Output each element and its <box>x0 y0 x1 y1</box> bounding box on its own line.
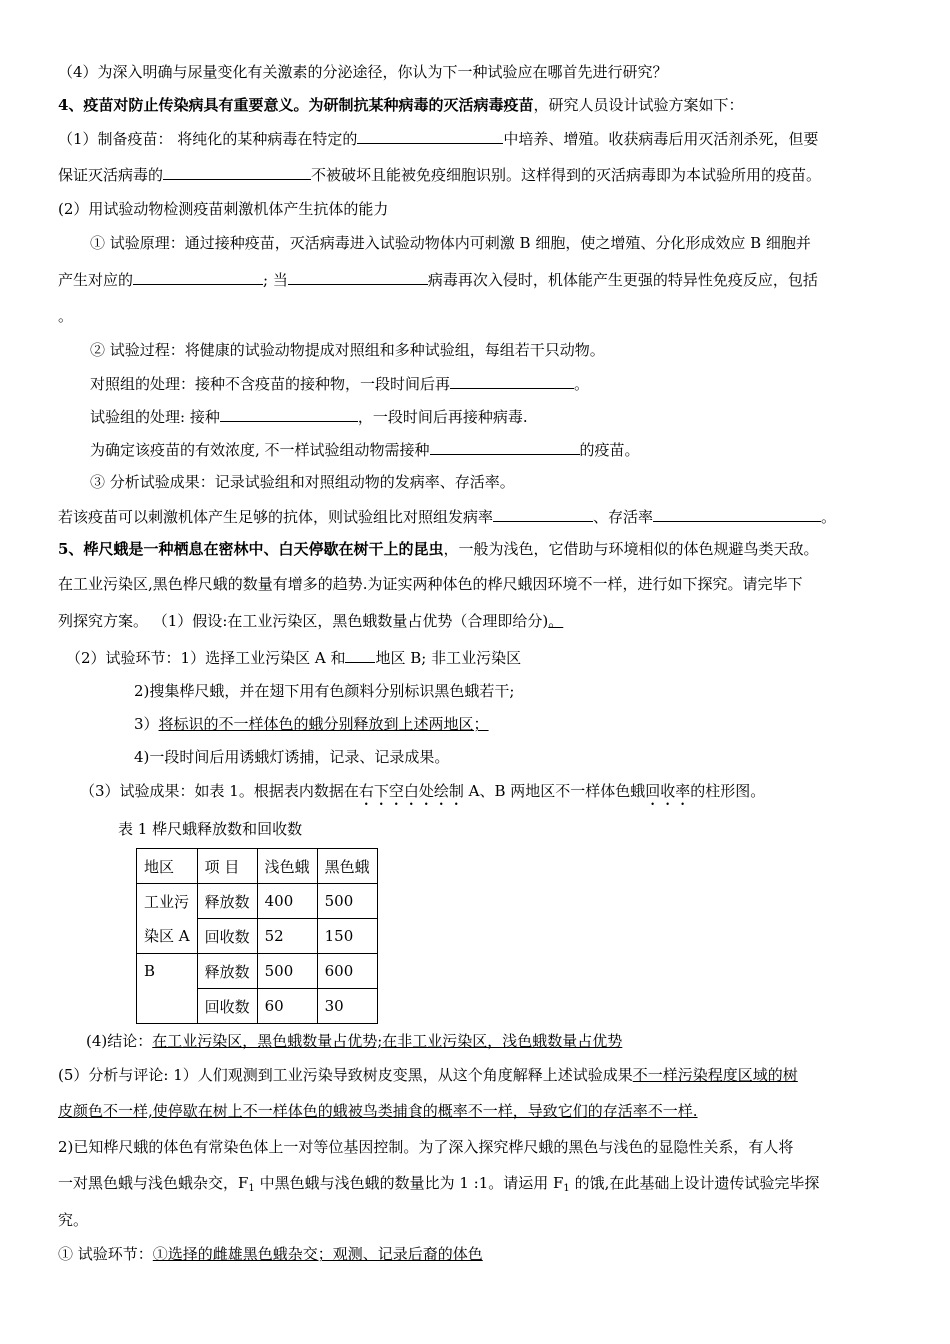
section-5-final-step: ① 试验环节：①选择的雌雄黑色蛾杂交；观测、记录后裔的体色 <box>58 1245 483 1263</box>
item-cell: 释放数 <box>197 954 257 989</box>
section-4-principle-line2: 产生对应的 ; 当 病毒再次入侵时，机体能产生更强的特异性免疫反应，包括 <box>58 271 818 289</box>
light-value-cell: 52 <box>257 919 317 954</box>
blank-culture-medium[interactable] <box>357 128 503 144</box>
section-5-genetics-line3: 究。 <box>58 1211 89 1229</box>
section-5-results: （3）试验成果：如表 1。根据表内数据在右下空白处绘制 A、B 两地区不一样体色蛾回收率的柱形图。 <box>80 782 766 800</box>
item-cell: 释放数 <box>197 884 257 919</box>
section-4-analysis: ③ 分析试验成果：记录试验组和对照组动物的发病率、存活率。 <box>90 473 515 491</box>
item-cell: 回收数 <box>197 989 257 1024</box>
section-4-prep-line2: 保证灭活病毒的 不被破坏且能被免疫细胞识别。这样得到的灭活病毒即为本试验所用的疫苗。 <box>58 166 822 184</box>
dark-value-cell: 150 <box>317 919 377 954</box>
blank-region-b[interactable] <box>345 647 375 663</box>
section-5-step-3: 3）将标识的不一样体色的蛾分别释放到上述两地区； <box>134 715 489 733</box>
table-header-row <box>137 849 378 884</box>
section-4-heading: 4、疫苗对防止传染病具有重要意义。为研制抗某种病毒的灭活病毒疫苗，研究人员设计试验方案如下： <box>58 96 744 114</box>
header-item: 项 目 <box>197 849 257 884</box>
blank-concentration[interactable] <box>430 439 580 455</box>
dark-value-cell: 500 <box>317 884 377 919</box>
section-4-concentration: 为确定该疫苗的有效浓度, 不一样试验组动物需接种 的疫苗。 <box>90 441 640 459</box>
dark-value-cell: 30 <box>317 989 377 1024</box>
light-value-cell: 500 <box>257 954 317 989</box>
section-4-experiment-group: 试验组的处理: 接种 ，一段时间后再接种病毒. <box>90 408 528 426</box>
table-row <box>137 884 378 919</box>
section-5-hypothesis: 列探究方案。 （1）假设:在工业污染区，黑色蛾数量占优势（合理即给分)。 <box>58 612 564 630</box>
header-light-moth: 浅色蛾 <box>257 849 317 884</box>
item-cell: 回收数 <box>197 919 257 954</box>
section-4-result: 若该疫苗可以刺激机体产生足够的抗体，则试验组比对照组发病率 、存活率 。 <box>58 508 837 526</box>
section-5-genetics-line1: 2)已知桦尺蛾的体色有常染色体上一对等位基因控制。为了深入探究桦尺蛾的黑色与浅色的显隐性关系，有人将 <box>58 1138 794 1156</box>
section-4-principle-line3: 。 <box>58 307 74 325</box>
light-value-cell: 400 <box>257 884 317 919</box>
section-5-genetics-line2: 一对黑色蛾与浅色蛾杂交，$F_1$ 中黑色蛾与浅色蛾的数量比为 1 :1。请运用 $F_1$ 的饿,在此基础上设计遗传试验完毕探 <box>58 1174 820 1194</box>
region-a-cell: 工业污 染区 A <box>137 884 198 954</box>
blank-survival[interactable] <box>653 506 821 522</box>
section-5-heading: 5、桦尺蛾是一种栖息在密林中、白天停歇在树干上的昆虫，一般为浅色，它借助与环境相似的体色规避鸟类天敌。 <box>58 540 819 558</box>
section-4-process: ② 试验过程：将健康的试验动物提成对照组和多种试验组，每组若干只动物。 <box>90 341 605 359</box>
section-5-step-4: 4)一段时间后用诱蛾灯诱捕，记录、记录成果。 <box>134 748 450 766</box>
blank-experiment-inoculum[interactable] <box>220 406 358 422</box>
blank-same-virus[interactable] <box>288 269 428 285</box>
section-5-analysis-line2: 皮颜色不一样,使停歇在树上不一样体色的蛾被鸟类捕食的概率不一样，导致它们的存活率不一样. <box>58 1102 698 1120</box>
table-row <box>137 954 378 989</box>
section-4-prep-line1: （1）制备疫苗： 将纯化的某种病毒在特定的 中培养、增殖。收获病毒后用灭活剂杀死，但要 <box>58 130 819 148</box>
table-caption: 表 1 桦尺蛾释放数和回收数 <box>118 820 303 838</box>
header-dark-moth: 黑色蛾 <box>317 849 377 884</box>
section-4-part2-title: (2）用试验动物检测疫苗刺激机体产生抗体的能力 <box>58 200 389 218</box>
section-4-principle-line1: ① 试验原理：通过接种疫苗，灭活病毒进入试验动物体内可刺激 B 细胞，使之增殖、分化形成效应 B 细胞并 <box>90 234 811 252</box>
section-5-step-2: 2)搜集桦尺蛾，并在翅下用有色颜料分别标识黑色蛾若干; <box>134 682 515 700</box>
dark-value-cell: 600 <box>317 954 377 989</box>
question-4-intro: （4）为深入明确与尿量变化有关激素的分泌途径，你认为下一种试验应在哪首先进行研究？ <box>58 63 668 81</box>
header-region: 地区 <box>137 849 198 884</box>
blank-virus-component[interactable] <box>163 164 311 180</box>
section-5-conclusion: (4)结论：在工业污染区，黑色蛾数量占优势;在非工业污染区，浅色蛾数量占优势 <box>86 1032 623 1050</box>
section-5-steps-head: （2）试验环节：1）选择工业污染区 A 和 地区 B; 非工业污染区 <box>66 649 522 667</box>
light-value-cell: 60 <box>257 989 317 1024</box>
blank-control-treatment[interactable] <box>450 373 574 389</box>
section-5-intro-line2: 在工业污染区,黑色桦尺蛾的数量有增多的趋势.为证实两种体色的桦尺蛾因环境不一样，进行如下探究。请完毕下 <box>58 575 803 593</box>
blank-incidence[interactable] <box>493 506 593 522</box>
section-4-control-group: 对照组的处理：接种不含疫苗的接种物，一段时间后再 。 <box>90 375 590 393</box>
blank-antibody[interactable] <box>133 269 263 285</box>
region-b-cell: B <box>137 954 198 1024</box>
section-5-analysis-line1: (5）分析与评论: 1）人们观测到工业污染导致树皮变黑，从这个角度解释上述试验成果不一样污染程度区域的树 <box>58 1066 798 1084</box>
moth-release-recapture-table <box>136 848 378 1024</box>
